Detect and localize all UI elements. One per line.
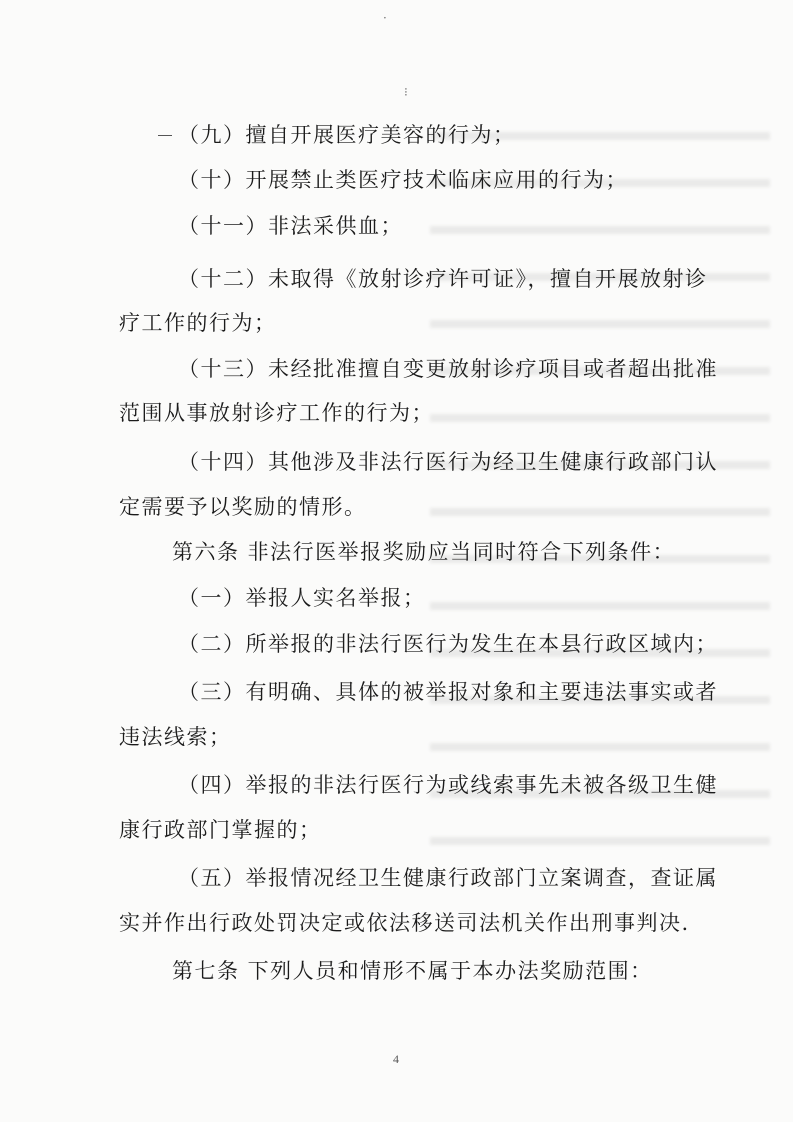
condition-5: （五）举报情况经卫生健康行政部门立案调查，查证属 [178, 866, 718, 890]
clause-13: （十三）未经批准擅自变更放射诊疗项目或者超出批准 [178, 357, 718, 381]
condition-4-continued: 康行政部门掌握的； [119, 818, 322, 842]
condition-5-continued: 实并作出行政处罚决定或依法移送司法机关作出刑事判决. [119, 911, 690, 935]
condition-1: （一）举报人实名举报； [178, 586, 426, 610]
clause-9: （九）擅自开展医疗美容的行为； [178, 123, 516, 147]
condition-3: （三）有明确、具体的被举报对象和主要违法事实或者 [178, 680, 718, 704]
article-7-heading: 第七条 下列人员和情形不属于本办法奖励范围： [172, 959, 653, 983]
scan-speck: ⁝ [404, 85, 408, 99]
clause-12-continued: 疗工作的行为； [119, 311, 277, 335]
clause-14: （十四）其他涉及非法行医行为经卫生健康行政部门认 [178, 450, 718, 474]
show-through-texture [430, 110, 770, 870]
scan-speck: · [383, 11, 387, 25]
scan-mark [158, 135, 172, 136]
clause-12: （十二）未取得《放射诊疗许可证》，擅自开展放射诊 [178, 267, 708, 291]
clause-10: （十）开展禁止类医疗技术临床应用的行为； [178, 168, 628, 192]
page-number: 4 [393, 1052, 399, 1066]
condition-3-continued: 违法线索； [119, 725, 232, 749]
clause-13-continued: 范围从事放射诊疗工作的行为； [119, 401, 434, 425]
article-6-heading: 第六条 非法行医举报奖励应当同时符合下列条件： [172, 540, 676, 564]
condition-4: （四）举报的非法行医行为或线索事先未被各级卫生健 [178, 773, 718, 797]
condition-2: （二）所举报的非法行医行为发生在本县行政区域内； [178, 632, 718, 656]
clause-11: （十一）非法采供血； [178, 214, 403, 238]
clause-14-continued: 定需要予以奖励的情形。 [119, 495, 367, 519]
